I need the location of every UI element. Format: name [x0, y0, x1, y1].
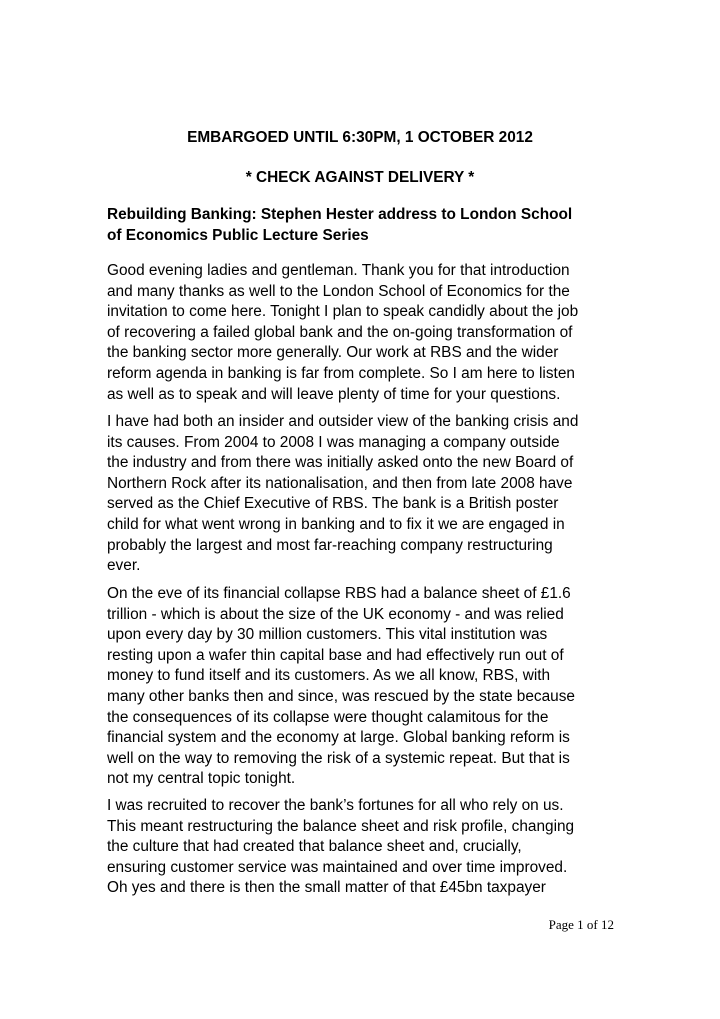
paragraph-line: not my central topic tonight. — [107, 770, 296, 788]
paragraph-line: the banking sector more generally. Our work at RBS and the wider — [107, 344, 559, 362]
paragraph-line: of recovering a failed global bank and the on-going transformation of — [107, 323, 573, 341]
paragraph-line: the industry and from there was initially asked onto the new Board of — [107, 454, 574, 472]
paragraph-line: trillion - which is about the size of the UK economy - and was relied — [107, 605, 564, 623]
paragraph-line: well on the way to removing the risk of a systemic repeat. But that is — [107, 749, 570, 767]
paragraph-line: On the eve of its financial collapse RBS had a balance sheet of £1.6 — [107, 585, 571, 602]
check-against-delivery-notice: * CHECK AGAINST DELIVERY * — [245, 169, 475, 186]
paragraph-line: child for what went wrong in banking and to fix it we are engaged in — [107, 515, 565, 533]
paragraph-line: I have had both an insider and outsider view of the banking crisis and — [107, 413, 579, 430]
paragraph-insider-view — [107, 412, 578, 577]
paragraph-line: I was recruited to recover the bank’s fortunes for all who rely on us. — [107, 797, 564, 814]
paragraph-line: upon every day by 30 million customers. This vital institution was — [107, 626, 548, 644]
paragraph-introduction — [107, 261, 578, 405]
paragraph-line: reform agenda in banking is far from complete. So I am here to listen — [107, 364, 575, 382]
paragraph-line: This meant restructuring the balance sheet and risk profile, changing — [107, 817, 575, 835]
paragraph-line: invitation to come here. Tonight I plan to speak candidly about the job — [107, 303, 579, 321]
paragraph-line: ever. — [107, 557, 141, 575]
paragraph-recovery-mandate — [107, 796, 574, 899]
paragraph-line: Northern Rock after its nationalisation, and then from late 2008 have — [107, 474, 573, 492]
paragraph-line: the consequences of its collapse were thought calamitous for the — [107, 708, 549, 726]
paragraph-line: its causes. From 2004 to 2008 I was managing a company outside — [107, 433, 560, 451]
paragraph-line: and many thanks as well to the London School of Economics for the — [107, 282, 570, 300]
paragraph-line: the culture that had created that balance sheet and, crucially, — [107, 838, 522, 856]
page-number: Page 1 of 12 — [548, 917, 614, 932]
speech-title-line: of Economics Public Lecture Series — [107, 226, 369, 244]
paragraph-line: financial system and the economy at large. Global banking reform is — [107, 729, 570, 747]
paragraph-line: resting upon a wafer thin capital base and had effectively run out of — [107, 646, 564, 664]
paragraph-line: served as the Chief Executive of RBS. The bank is a British poster — [107, 495, 559, 513]
paragraph-line: as well as to speak and will leave plenty of time for your questions. — [107, 385, 561, 403]
paragraph-line: Oh yes and there is then the small matter of that £45bn taxpayer — [107, 879, 546, 897]
embargo-notice: EMBARGOED UNTIL 6:30PM, 1 OCTOBER 2012 — [187, 129, 533, 146]
paragraph-line: many other banks then and since, was rescued by the state because — [107, 687, 575, 705]
paragraph-line: money to fund itself and its customers. As we all know, RBS, with — [107, 667, 551, 685]
paragraph-line: probably the largest and most far-reaching company restructuring — [107, 536, 553, 554]
paragraph-financial-collapse — [107, 584, 575, 790]
speech-title — [107, 205, 572, 246]
speech-title-line: Rebuilding Banking: Stephen Hester address to London School — [107, 206, 573, 223]
paragraph-line: ensuring customer service was maintained and over time improved. — [107, 858, 568, 876]
paragraph-line: Good evening ladies and gentleman. Thank you for that introduction — [107, 262, 570, 279]
